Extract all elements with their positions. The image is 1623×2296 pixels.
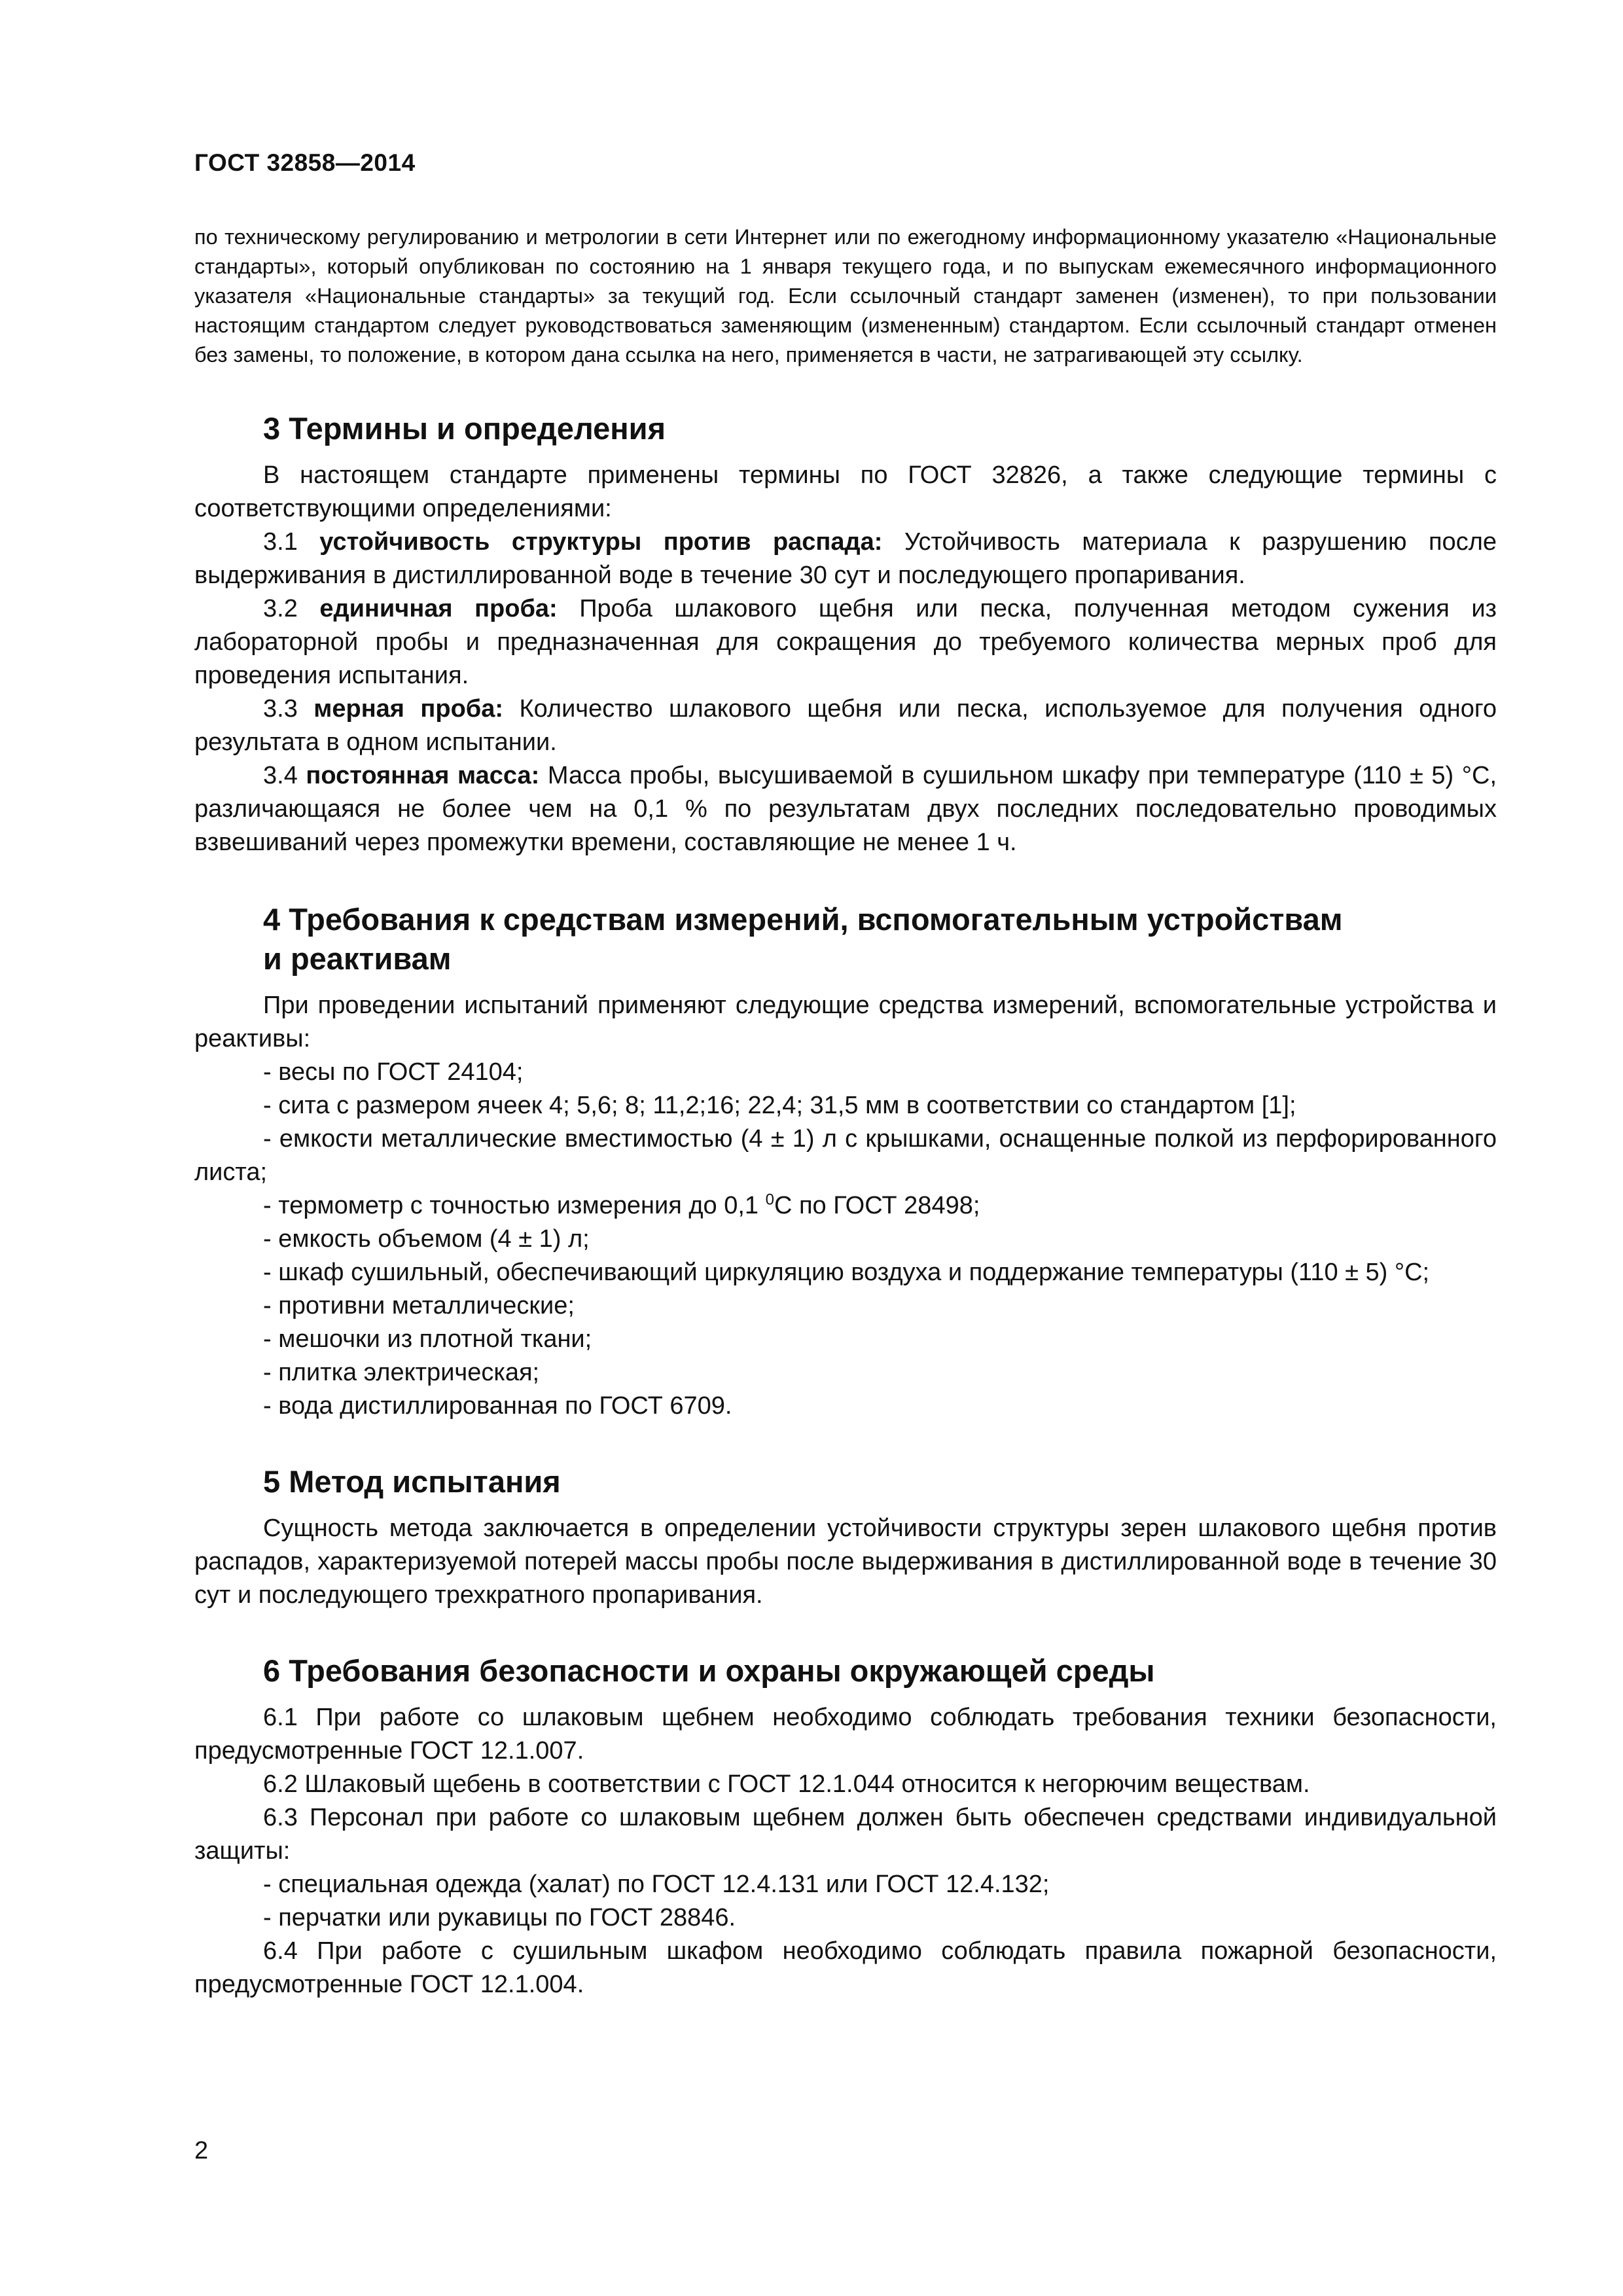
section-4-heading-line-1: 4 Требования к средствам измерений, вспомогательным устройствам [263,902,1343,937]
list-item: - сита с размером ячеек 4; 5,6; 8; 11,2;16; 22,4; 31,5 мм в соответствии со стандартом [1]; [263,1092,1296,1119]
list-item: - емкости металлические вместимостью (4 ± 1) л с крышками, оснащенные полкой из перфорированного листа; [194,1125,1497,1186]
term-definition: Масса пробы, высушиваемой в сушильном шкафу при температуре (110 ± 5) °С, различающаяся не более чем на 0,1 % по результатам двух последних последовательно проводимых взвешиваний через промежутки времени, составляющие не менее 1 ч. [194,762,1497,856]
section-6-paragraph: 6.1 При работе со шлаковым щебнем необходимо соблюдать требования техники безопасности, предусмотренные ГОСТ 12.1.007. [194,1704,1497,1765]
list-item: - вода дистиллированная по ГОСТ 6709. [263,1392,732,1420]
section-4-intro: При проведении испытаний применяют следующие средства измерений, вспомогательные устройства и реактивы: [194,992,1497,1052]
document-header: ГОСТ 32858—2014 [194,149,416,176]
term-number: 3.2 [263,595,320,622]
term-number: 3.1 [263,528,320,556]
thermometer-text-end: С по ГОСТ 28498; [774,1192,980,1219]
page-content [194,223,1497,2001]
term-number: 3.3 [263,695,314,723]
list-item: - плитка электрическая; [263,1359,540,1386]
section-6-paragraph: 6.2 Шлаковый щебень в соответствии с ГОСТ 12.1.044 относится к негорючим веществам. [263,1770,1310,1798]
section-6-heading: 6 Требования безопасности и охраны окружающей среды [263,1653,1155,1688]
term-title: мерная проба: [313,695,504,723]
list-item: - мешочки из плотной ткани; [263,1325,592,1353]
list-item: - весы по ГОСТ 24104; [263,1058,524,1086]
section-6-paragraph: 6.4 При работе с сушильным шкафом необходимо соблюдать правила пожарной безопасности, предусмотренные ГОСТ 12.1.004. [194,1937,1497,1998]
list-item: - перчатки или рукавицы по ГОСТ 28846. [263,1904,736,1931]
list-item: - емкость объемом (4 ± 1) л; [263,1225,590,1253]
term-definition: Количество шлакового щебня или песка, используемое для получения одного результата в одном испытании. [194,695,1497,756]
term-definition: Проба шлакового щебня или песка, полученная методом сужения из лабораторной пробы и предназначенная для сокращения до требуемого количества мерных проб для проведения испытания. [194,595,1497,689]
term-3-1 [194,526,1497,592]
section-3-intro: В настоящем стандарте применены термины по ГОСТ 32826, а также следующие термины с соответствующими определениями: [194,461,1497,522]
list-item: - противни металлические; [263,1292,575,1319]
term-definition: Устойчивость материала к разрушению после выдерживания в дистиллированной воде в течение 30 сут и последующего пропаривания. [194,528,1497,589]
term-3-3 [194,692,1497,759]
section-3-heading: 3 Термины и определения [263,411,666,446]
degree-superscript: 0 [765,1191,774,1209]
term-title: постоянная масса: [306,762,540,789]
list-item: - специальная одежда (халат) по ГОСТ 12.4.131 или ГОСТ 12.4.132; [263,1871,1050,1898]
section-5-text: Сущность метода заключается в определении устойчивости структуры зерен шлакового щебня против распадов, характеризуемой потерей массы пробы после выдерживания в дистиллированной воде в течение 30 сут и последующего трехкратного пропаривания. [194,1515,1497,1609]
thermometer-text: - термометр с точностью измерения до 0,1 [263,1192,766,1219]
section-6-paragraph: 6.3 Персонал при работе со шлаковым щебнем должен быть обеспечен средствами индивидуальной защиты: [194,1804,1497,1865]
term-3-4 [194,759,1497,859]
section-4-heading-line-2: и реактивам [263,941,452,976]
term-title: единичная проба: [319,595,558,622]
term-3-2 [194,592,1497,692]
intro-paragraph: по техническому регулированию и метрологии в сети Интернет или по ежегодному информационному указателю «Национальные стандарты», который опубликован по состоянию на 1 января текущего года, и по выпускам ежемесячного информационного указателя «Национальные стандарты» за текущий год. Если ссылочный стандарт заменен (изменен), то при пользовании настоящим стандартом следует руководствоваться заменяющим (измененным) стандартом. Если ссылочный стандарт отменен без замены, то положение, в котором дана ссылка на него, применяется в части, не затрагивающей эту ссылку. [194,225,1497,367]
section-4-heading [194,900,1497,978]
page-number: 2 [194,2137,209,2164]
list-item: - шкаф сушильный, обеспечивающий циркуляцию воздуха и поддержание температуры (110 ± 5) °С; [263,1259,1430,1286]
section-5-heading: 5 Метод испытания [263,1464,561,1499]
term-title: устойчивость структуры против распада: [319,528,883,556]
term-number: 3.4 [263,762,306,789]
list-item [194,1189,1497,1223]
